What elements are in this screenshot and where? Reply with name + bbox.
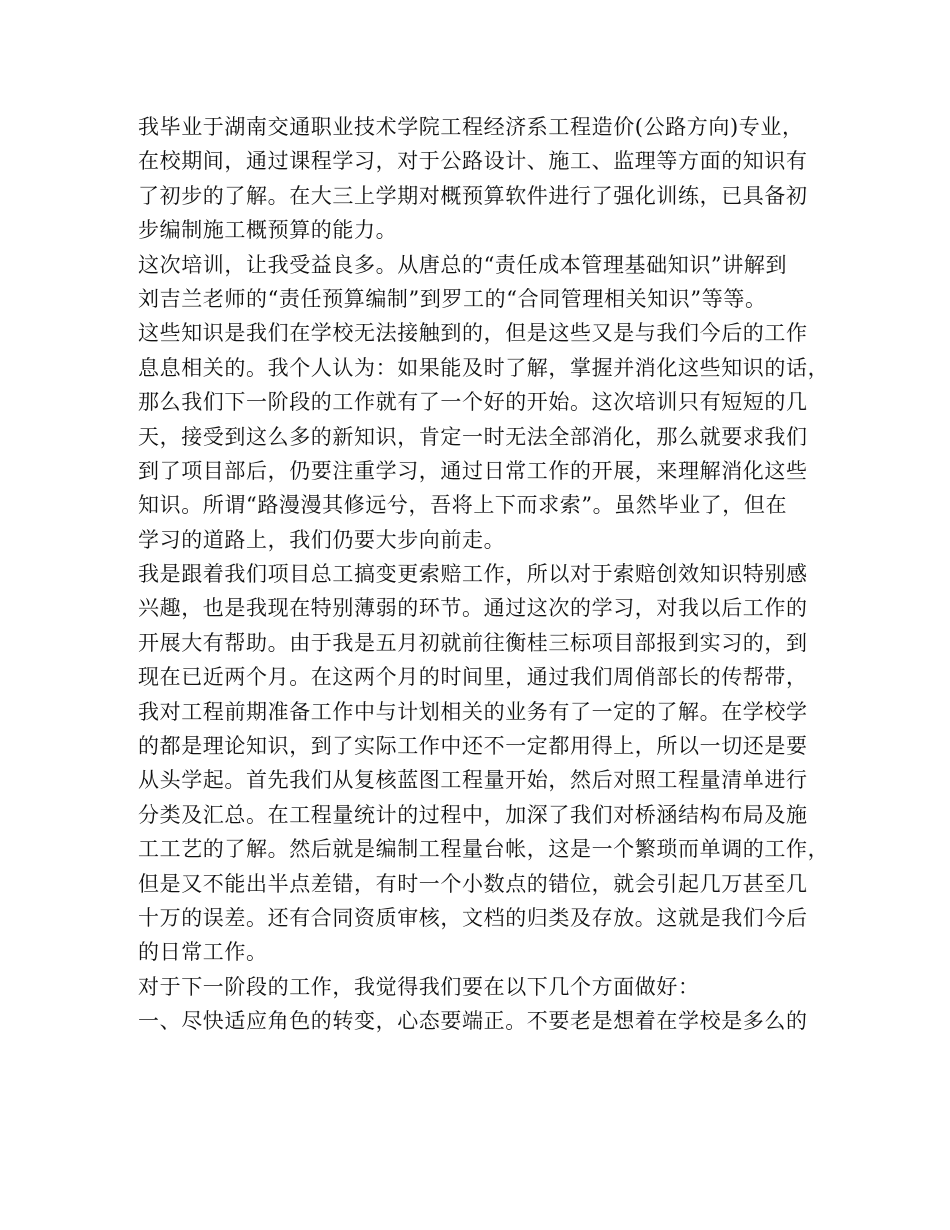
text-line: 了初步的了解。在大三上学期对概预算软件进行了强化训练，已具备初 [138,183,808,208]
text-line: 工工艺的了解。然后就是编制工程量台帐，这是一个繁琐而单调的工作， [138,837,830,862]
text-line: 兴趣，也是我现在特别薄弱的环节。通过这次的学习，对我以后工作的 [138,596,808,621]
text-line: 到了项目部后，仍要注重学习，通过日常工作的开展，来理解消化这些 [138,458,808,483]
text-line: 这次培训，让我受益良多。从唐总的“责任成本管理基础知识”讲解到 [138,252,788,277]
text-line: 十万的误差。还有合同资质审核，文档的归类及存放。这就是我们今后 [138,905,808,930]
text-line: 开展大有帮助。由于我是五月初就前往衡桂三标项目部报到实习的，到 [138,630,808,655]
text-line: 在校期间，通过课程学习，对于公路设计、施工、监理等方面的知识有 [138,149,808,174]
text-line: 我对工程前期准备工作中与计划相关的业务有了一定的了解。在学校学 [138,699,808,724]
text-line: 的都是理论知识，到了实际工作中还不一定都用得上，所以一切还是要 [138,734,808,759]
text-line: 息息相关的。我个人认为：如果能及时了解，掌握并消化这些知识的话， [138,355,830,380]
text-line: 我是跟着我们项目总工搞变更索赔工作，所以对于索赔创效知识特别感 [138,562,808,587]
text-line: 天，接受到这么多的新知识，肯定一时无法全部消化，那么就要求我们 [138,424,808,449]
text-line: 但是又不能出半点差错，有时一个小数点的错位，就会引起几万甚至几 [138,871,808,896]
text-line: 知识。所谓“路漫漫其修远兮，吾将上下而求索”。虽然毕业了，但在 [138,493,788,518]
text-line: 学习的道路上，我们仍要大步向前走。 [138,527,506,552]
text-line: 刘吉兰老师的“责任预算编制”到罗工的“合同管理相关知识”等等。 [138,286,767,311]
text-line: 从头学起。首先我们从复核蓝图工程量开始，然后对照工程量清单进行 [138,768,808,793]
text-line: 对于下一阶段的工作，我觉得我们要在以下几个方面做好： [138,974,700,999]
text-line: 那么我们下一阶段的工作就有了一个好的开始。这次培训只有短短的几 [138,390,808,415]
text-line: 现在已近两个月。在这两个月的时间里，通过我们周俏部长的传帮带， [138,665,808,690]
text-line: 我毕业于湖南交通职业技术学院工程经济系工程造价(公路方向)专业， [138,115,804,139]
text-line: 步编制施工概预算的能力。 [138,218,398,243]
text-line: 的日常工作。 [138,940,268,965]
text-line: 这些知识是我们在学校无法接触到的，但是这些又是与我们今后的工作 [138,321,808,346]
text-line: 一、尽快适应角色的转变，心态要端正。不要老是想着在学校是多么的 [138,1009,808,1034]
document-body [138,110,828,1039]
text-line: 分类及汇总。在工程量统计的过程中，加深了我们对桥涵结构布局及施 [138,802,808,827]
